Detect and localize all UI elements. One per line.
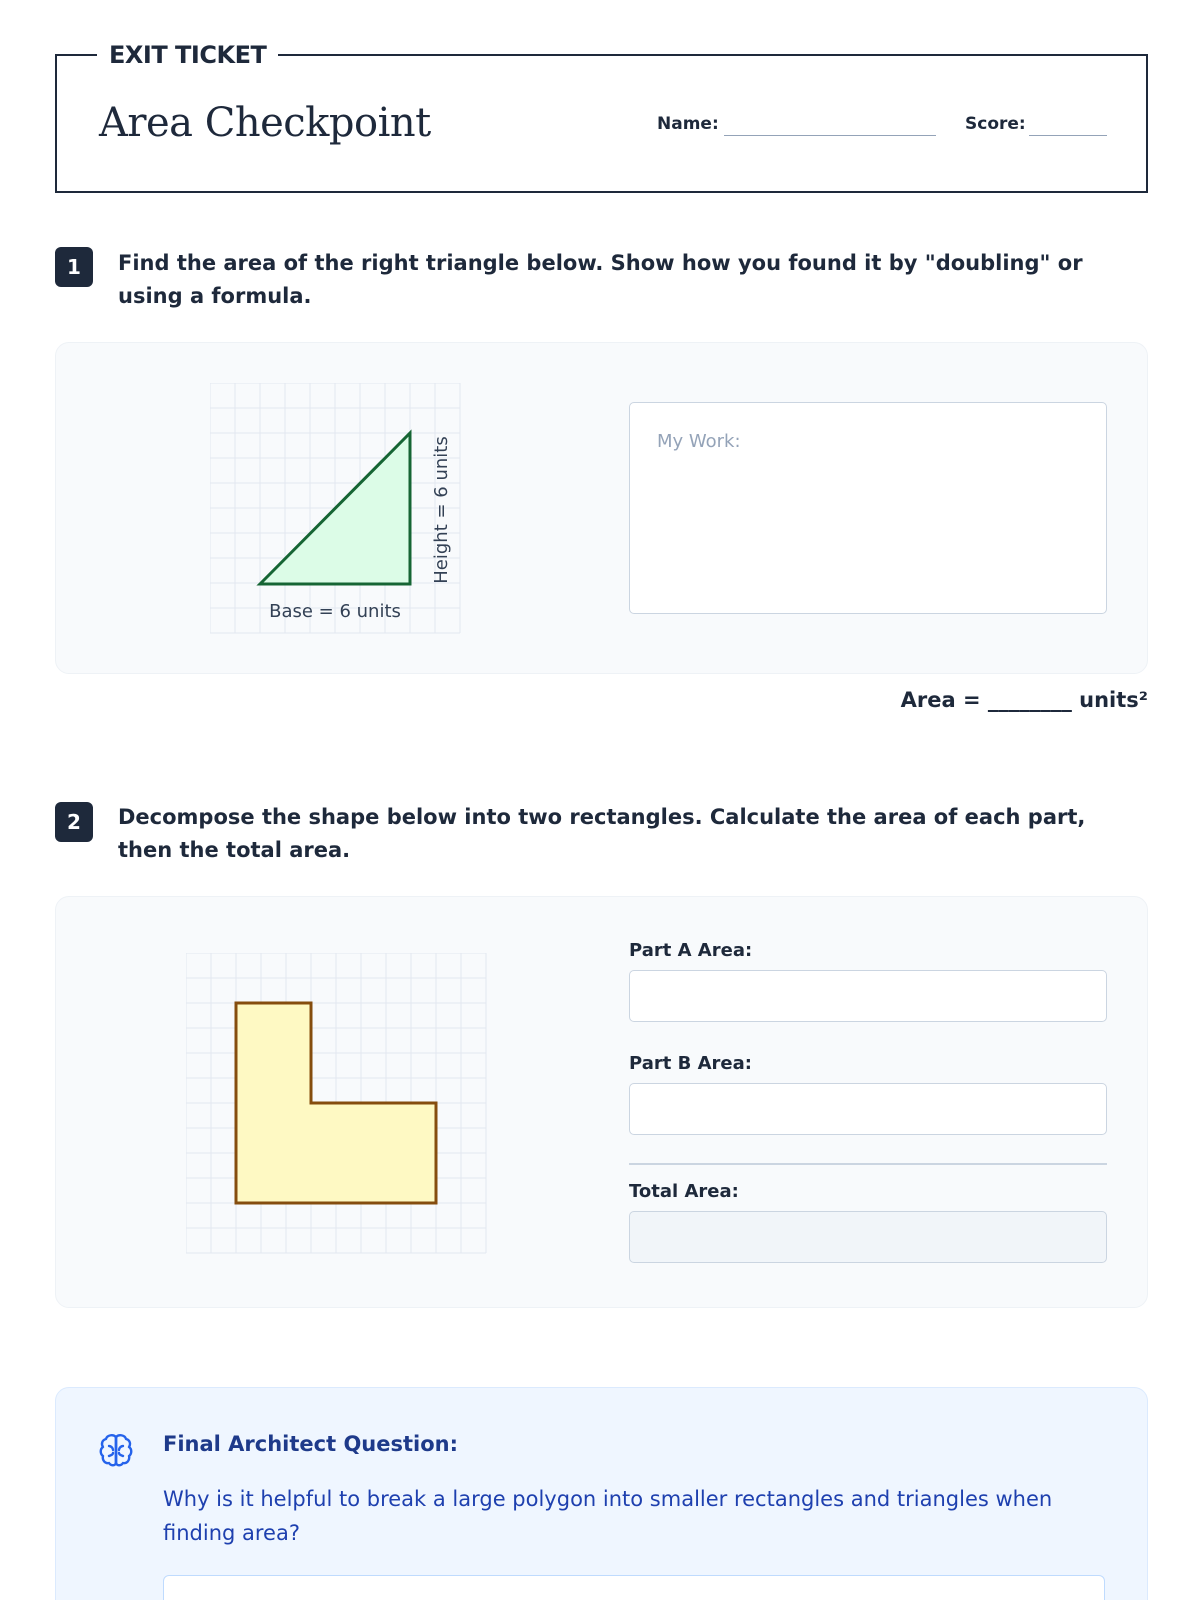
final-answer-input[interactable] bbox=[163, 1575, 1105, 1600]
final-question-title: Final Architect Question: bbox=[163, 1432, 459, 1456]
part-b-label: Part B Area: bbox=[629, 1053, 752, 1074]
part-a-input[interactable] bbox=[629, 970, 1107, 1022]
page-title: Area Checkpoint bbox=[99, 100, 431, 146]
base-label: Base = 6 units bbox=[269, 601, 401, 622]
final-question-card bbox=[55, 1387, 1148, 1600]
work-area[interactable] bbox=[629, 402, 1107, 614]
work-label: My Work: bbox=[657, 431, 741, 452]
area-answer-line: Area = ________ units² bbox=[900, 688, 1148, 712]
name-field[interactable] bbox=[724, 135, 936, 136]
question-1-text: Find the area of the right triangle below. Show how you found it by "doubling" or using a formula. bbox=[118, 251, 1083, 308]
brain-icon bbox=[96, 1430, 136, 1470]
question-1-number: 1 bbox=[55, 247, 93, 287]
final-question-text: Why is it helpful to break a large polygon into smaller rectangles and triangles when finding area? bbox=[163, 1487, 1053, 1545]
name-label: Name: bbox=[657, 114, 719, 134]
exit-ticket-header bbox=[55, 41, 1148, 193]
part-b-input[interactable] bbox=[629, 1083, 1107, 1135]
ticket-legend: EXIT TICKET bbox=[97, 40, 278, 70]
score-label: Score: bbox=[965, 114, 1026, 134]
divider bbox=[629, 1163, 1107, 1165]
height-label: Height = 6 units bbox=[431, 436, 452, 584]
total-area-input[interactable] bbox=[629, 1211, 1107, 1263]
question-2-text: Decompose the shape below into two rectangles. Calculate the area of each part, then the total area. bbox=[118, 805, 1086, 862]
l-shape-diagram bbox=[186, 953, 488, 1255]
score-field[interactable] bbox=[1029, 135, 1107, 136]
part-a-label: Part A Area: bbox=[629, 940, 753, 961]
base-label-svg bbox=[255, 595, 415, 625]
height-label-svg bbox=[425, 430, 455, 590]
total-area-label: Total Area: bbox=[629, 1181, 739, 1202]
question-2-number: 2 bbox=[55, 802, 93, 842]
